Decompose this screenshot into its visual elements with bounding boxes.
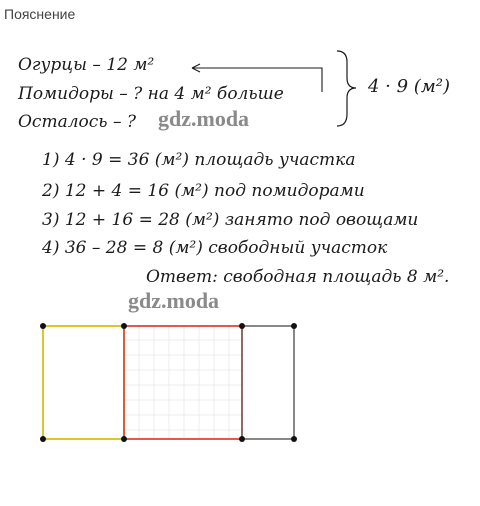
plot-outline — [43, 326, 294, 439]
solution-step-1: 1) 4 · 9 = 36 (м²) площадь участка — [42, 150, 356, 170]
grid-lines — [124, 326, 242, 439]
free-area — [242, 326, 294, 439]
point — [40, 323, 46, 329]
tomatoes-area — [124, 326, 242, 439]
plot-points — [40, 323, 297, 442]
point — [239, 436, 245, 442]
solution-step-2: 2) 12 + 4 = 16 (м²) под помидорами — [42, 181, 365, 201]
solution-step-4: 4) 36 – 28 = 8 (м²) свободный участок — [42, 238, 388, 258]
relation-arrow — [192, 68, 322, 92]
point — [291, 436, 297, 442]
point — [291, 323, 297, 329]
condition-tomatoes: Помидоры – ? на 4 м² больше — [18, 84, 284, 104]
curly-brace — [337, 51, 356, 126]
watermark: gdz.moda — [158, 106, 250, 131]
solution-step-3: 3) 12 + 16 = 28 (м²) занято под овощами — [42, 210, 419, 230]
watermark: gdz.moda — [128, 288, 220, 313]
point — [40, 436, 46, 442]
cucumbers-area — [43, 326, 124, 439]
condition-cucumbers: Огурцы – 12 м² — [18, 55, 155, 75]
point — [121, 323, 127, 329]
solution-answer: Ответ: свободная площадь 8 м². — [146, 267, 450, 287]
condition-total-area: 4 · 9 (м²) — [368, 76, 450, 97]
condition-remaining: Осталось – ? — [18, 112, 136, 132]
point — [121, 436, 127, 442]
point — [239, 323, 245, 329]
plot-diagram — [40, 323, 297, 442]
section-title: Пояснение — [4, 6, 76, 22]
